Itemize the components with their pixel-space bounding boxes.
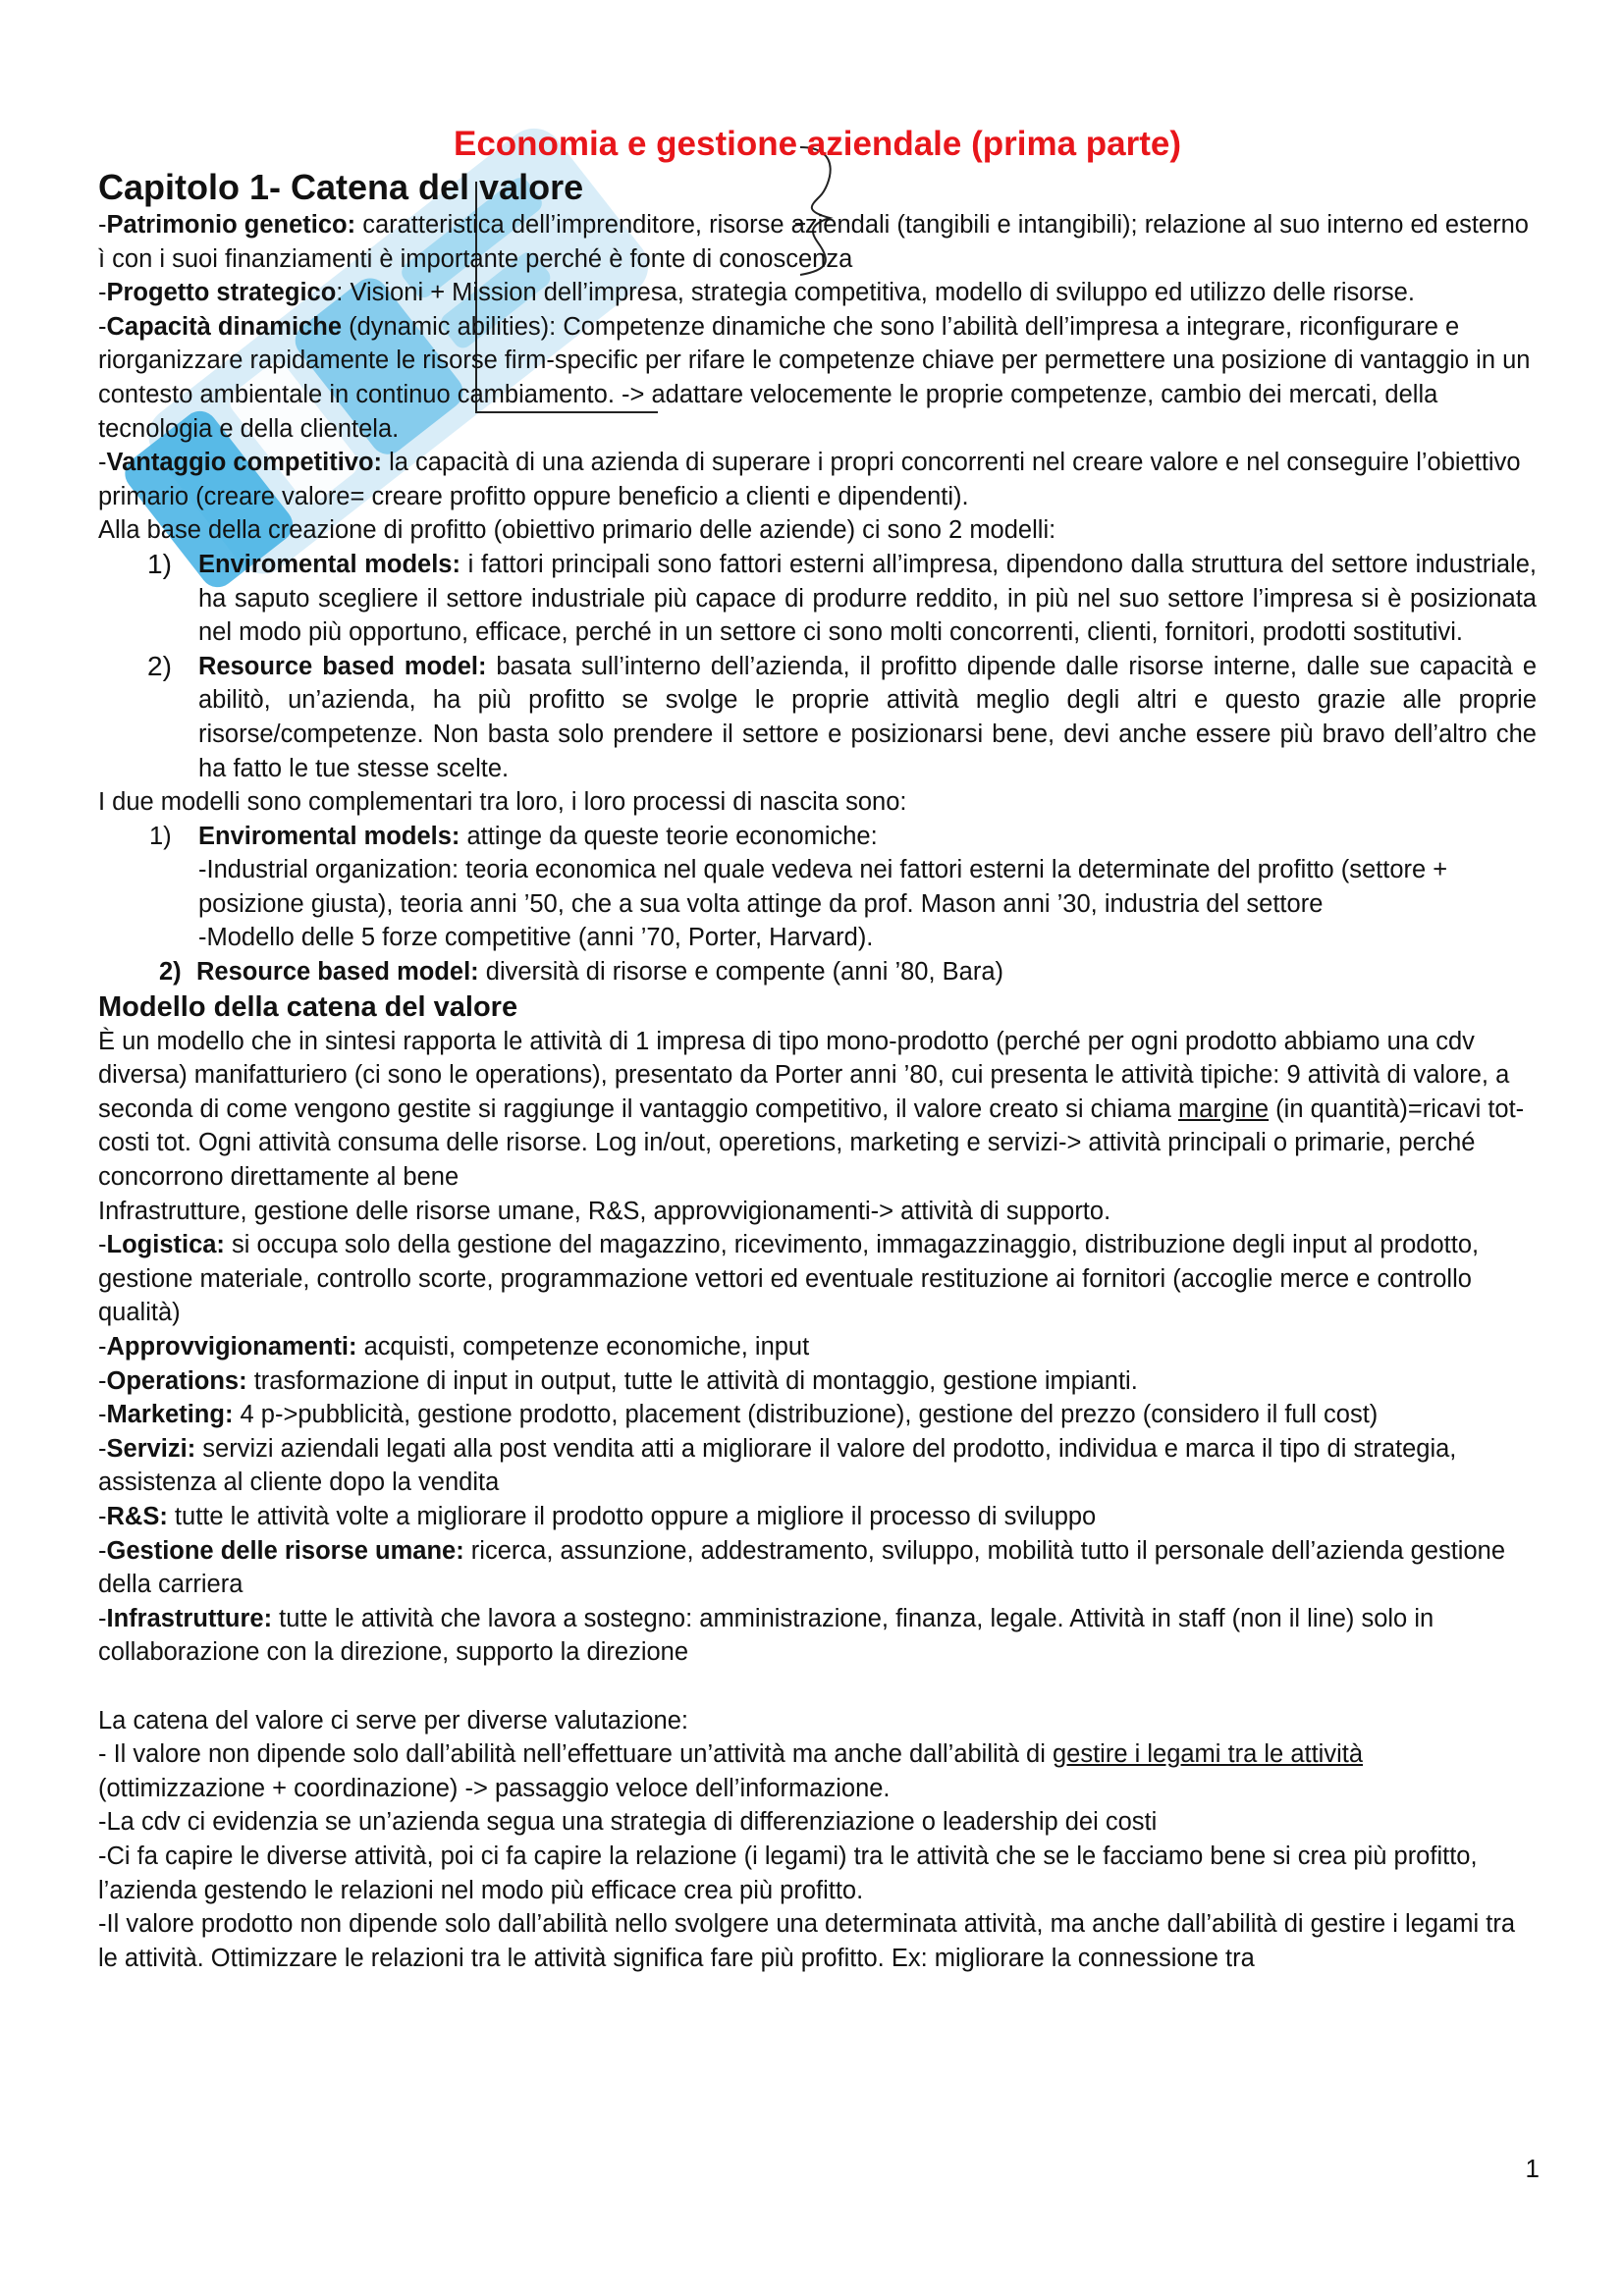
document-page bbox=[98, 122, 1537, 1975]
sub-item: -Industrial organization: teoria economica nel quale vedeva nei fattori esterni la determinate del profitto (settore + posizione giusta), teoria anni ’50, che a sua volta attinge da prof. Mason anni ’30, industria del settore bbox=[198, 856, 1448, 918]
definition: -Operations: trasformazione di input in output, tutte le attività di montaggio, gestione impianti. bbox=[98, 1366, 1138, 1395]
paragraph-modello bbox=[98, 1025, 1537, 1195]
term-label: Capacità dinamiche bbox=[106, 312, 342, 341]
definition: -R&S: tutte le attività volte a migliorare il prodotto oppure a migliore il processo di sviluppo bbox=[98, 1502, 1097, 1530]
term-text: ricerca, assunzione, addestramento, sviluppo, mobilità tutto il personale dell’azienda gestione della carriera bbox=[98, 1536, 1505, 1599]
paragraph-patrimonio: -Patrimonio genetico: caratteristica dell’imprenditore, risorse aziendali (tangibili e intangibili); relazione al suo interno ed esterno ì con i suoi finanziamenti è importante perché è fonte di conoscenza bbox=[98, 211, 1529, 273]
term-label: Logistica: bbox=[106, 1231, 225, 1259]
sub-item: -Modello delle 5 forze competitive (anni ’70, Porter, Harvard). bbox=[198, 924, 874, 952]
list-item bbox=[98, 548, 1537, 650]
term-text: 4 p->pubblicità, gestione prodotto, placement (distribuzione), gestione del prezzo (considero il full cost) bbox=[233, 1401, 1379, 1429]
term-text: caratteristica dell’imprenditore, risorse aziendali (tangibili e intangibili); relazione al suo interno ed esterno ì con i suoi finanziamenti è importante perché è fonte di conoscenza bbox=[98, 211, 1529, 273]
term-label: Infrastrutture: bbox=[106, 1604, 273, 1632]
term-text: (dynamic abilities): Competenze dinamiche che sono l’abilità dell’impresa a integrare, riconfigurare e riorganizzare rapidamente le risorse firm-specific per rifare le competenze chiave per permettere una posizione di vantaggio in un contesto ambientale in continuo cambiamento. -> adattare velocemente le proprie competenze, cambio dei mercati, della tecnologia e della clientela. bbox=[98, 312, 1531, 443]
term-label: R&S: bbox=[106, 1502, 168, 1530]
paragraph-relazioni: -Ci fa capire le diverse attività, poi ci fa capire la relazione (i legami) tra le attività che se le facciamo bene si crea più profitto, l’azienda gestendo le relazioni nel modo più efficace crea più profitto. bbox=[98, 1842, 1478, 1904]
definition: -Approvvigionamenti: acquisti, competenze economiche, input bbox=[98, 1333, 810, 1361]
text-span: (in quantità)=ricavi tot-costi tot. Ogni attività consuma delle risorse. Log in/out, operetions, marketing e servizi-> attività principali o primarie, perché concorrono direttamente al bene bbox=[98, 1095, 1525, 1192]
paragraph-valore: -Il valore prodotto non dipende solo dall’abilità nello svolgere una determinata attività, ma anche dall’abilità di gestire i legami tra le attività. Ottimizzare le relazioni tra le attività significa fare più profitto. Ex: migliorare la connessione tra bbox=[98, 1910, 1516, 1972]
spacer bbox=[98, 1670, 1537, 1704]
section-heading: Modello della catena del valore bbox=[98, 990, 518, 1023]
term-label: Approvvigionamenti: bbox=[106, 1333, 357, 1361]
document-title: Economia e gestione aziendale (prima parte) bbox=[453, 125, 1182, 163]
text-span: - Il valore non dipende solo dall’abilità nell’effettuare un’attività ma anche dall’abilità di bbox=[98, 1740, 1053, 1769]
term-label: Resource based model: bbox=[196, 958, 479, 987]
term-label: Servizi: bbox=[106, 1434, 196, 1463]
term-text: la capacità di una azienda di superare i propri concorrenti nel creare valore e nel conseguire l’obiettivo primario (creare valore= creare profitto oppure beneficio a clienti e dipendenti). bbox=[98, 449, 1521, 510]
term-text: trasformazione di input in output, tutte le attività di montaggio, gestione impianti. bbox=[246, 1366, 1138, 1395]
paragraph-progetto: -Progetto strategico: Visioni + Mission dell’impresa, strategia competitiva, modello di sviluppo ed utilizzo delle risorse. bbox=[98, 279, 1415, 307]
paragraph-supporto: Infrastrutture, gestione delle risorse umane, R&S, approvvigionamenti-> attività di supporto. bbox=[98, 1197, 1111, 1225]
term-text: tutte le attività che lavora a sostegno: amministrazione, finanza, legale. Attività in staff (non il line) solo in collaborazione con la direzione, supporto la direzione bbox=[98, 1604, 1434, 1667]
term-text: servizi aziendali legati alla post vendita atti a migliorare il valore del prodotto, individua e marca il tipo di strategia, assistenza al cliente dopo la vendita bbox=[98, 1434, 1457, 1497]
definition: -Gestione delle risorse umane: ricerca, assunzione, addestramento, sviluppo, mobilità tutto il personale dell’azienda gestione della carriera bbox=[98, 1536, 1505, 1599]
list-item bbox=[98, 650, 1537, 785]
text-span: È un modello che in sintesi rapporta le attività di 1 impresa di tipo mono-prodotto (perché per ogni prodotto abbiamo una cdv diversa) manifatturiero (ci sono le operations), presentato da Porter anni ’80, cui presenta le attività tipiche: 9 attività di valore, a seconda di come vengono gestite si raggiunge il vantaggio competitivo, il valore creato si chiama bbox=[98, 1027, 1510, 1123]
text-span: (ottimizzazione + coordinazione) -> passaggio veloce dell’informazione. bbox=[98, 1774, 891, 1802]
term-label: Vantaggio competitivo: bbox=[106, 449, 383, 477]
definition: -Logistica: si occupa solo della gestione del magazzino, ricevimento, immagazzinaggio, distribuzione degli input al prodotto, gestione materiale, controllo scorte, programmazione vettori ed eventuale restituzione ai fornitori (accoglie merce e controllo qualità) bbox=[98, 1231, 1480, 1327]
list-item bbox=[98, 955, 1537, 989]
term-label: Operations: bbox=[106, 1366, 247, 1395]
term-label: Gestione delle risorse umane: bbox=[106, 1536, 464, 1565]
paragraph-strategia: -La cdv ci evidenzia se un’azienda segua una strategia di differenziazione o leadership dei costi bbox=[98, 1808, 1158, 1837]
term-label: Enviromental models: bbox=[198, 550, 460, 578]
term-text: acquisti, competenze economiche, input bbox=[356, 1333, 810, 1361]
list-item bbox=[98, 820, 1537, 854]
paragraph-valutazioni: La catena del valore ci serve per diverse valutazione: bbox=[98, 1706, 689, 1735]
term-text: : Visioni + Mission dell’impresa, strategia competitiva, modello di sviluppo ed utilizzo delle risorse. bbox=[336, 279, 1415, 307]
paragraph-legami bbox=[98, 1737, 1537, 1805]
list-number: 2) bbox=[159, 958, 182, 987]
underlined-term: margine bbox=[1177, 1095, 1270, 1123]
definition: -Servizi: servizi aziendali legati alla post vendita atti a migliorare il valore del prodotto, individua e marca il tipo di strategia, assistenza al cliente dopo la vendita bbox=[98, 1434, 1457, 1497]
term-label: Patrimonio genetico: bbox=[106, 211, 356, 239]
paragraph-complementari: I due modelli sono complementari tra loro, i loro processi di nascita sono: bbox=[98, 788, 907, 817]
term-label: Progetto strategico bbox=[106, 279, 337, 307]
term-text: diversità di risorse e compente (anni ’80, Bara) bbox=[478, 958, 1004, 987]
term-text: i fattori principali sono fattori esterni all’impresa, dipendono dalla struttura del settore industriale, ha saputo scegliere il settore industriale più capace di produrre reddito, in più nel suo settore l’impresa si è posizionata nel modo più opportuno, efficace, perché in un settore ci sono molti concorrenti, clienti, fornitori, prodotti sostitutivi. bbox=[198, 550, 1537, 647]
page-number: 1 bbox=[1525, 2154, 1540, 2183]
term-text: attinge da queste teorie economiche: bbox=[460, 822, 878, 850]
list-number: 2) bbox=[147, 650, 172, 681]
paragraph-vantaggio: -Vantaggio competitivo: la capacità di una azienda di superare i propri concorrenti nel creare valore e nel conseguire l’obiettivo primario (creare valore= creare profitto oppure beneficio a clienti e dipendenti). bbox=[98, 449, 1521, 510]
term-label: Marketing: bbox=[106, 1401, 234, 1429]
term-label: Resource based model: bbox=[198, 652, 487, 680]
chapter-heading: Capitolo 1- Catena del valore bbox=[98, 167, 584, 207]
definition: -Marketing: 4 p->pubblicità, gestione prodotto, placement (distribuzione), gestione del prezzo (considero il full cost) bbox=[98, 1401, 1379, 1429]
term-text: basata sull’interno dell’azienda, il profitto dipende dalle risorse interne, dalle sue capacità e abilitò, un’azienda, ha più profitto se svolge le proprie attività meglio degli altri e questo grazie alle proprie risorse/competenze. Non basta solo prendere il settore e posizionarsi bene, devi anche essere più bravo dell’altro che ha fatto le tue stesse scelte. bbox=[198, 652, 1537, 782]
term-label: Enviromental models: bbox=[198, 822, 460, 850]
paragraph-capacita: -Capacità dinamiche (dynamic abilities): Competenze dinamiche che sono l’abilità dell’impresa a integrare, riconfigurare e riorganizzare rapidamente le risorse firm-specific per rifare le competenze chiave per permettere una posizione di vantaggio in un contesto ambientale in continuo cambiamento. -> adattare velocemente le proprie competenze, cambio dei mercati, della tecnologia e della clientela. bbox=[98, 312, 1531, 443]
list-number: 1) bbox=[149, 822, 172, 850]
list-number: 1) bbox=[147, 548, 172, 579]
paragraph-base: Alla base della creazione di profitto (obiettivo primario delle aziende) ci sono 2 modelli: bbox=[98, 516, 1056, 545]
term-text: si occupa solo della gestione del magazzino, ricevimento, immagazzinaggio, distribuzione degli input al prodotto, gestione materiale, controllo scorte, programmazione vettori ed eventuale restituzione ai fornitori (accoglie merce e controllo qualità) bbox=[98, 1231, 1480, 1327]
term-text: tutte le attività volte a migliorare il prodotto oppure a migliore il processo di sviluppo bbox=[167, 1502, 1097, 1530]
definition: -Infrastrutture: tutte le attività che lavora a sostegno: amministrazione, finanza, legale. Attività in staff (non il line) solo in collaborazione con la direzione, supporto la direzione bbox=[98, 1604, 1434, 1667]
underlined-term: gestire i legami tra le attività bbox=[1052, 1740, 1364, 1769]
